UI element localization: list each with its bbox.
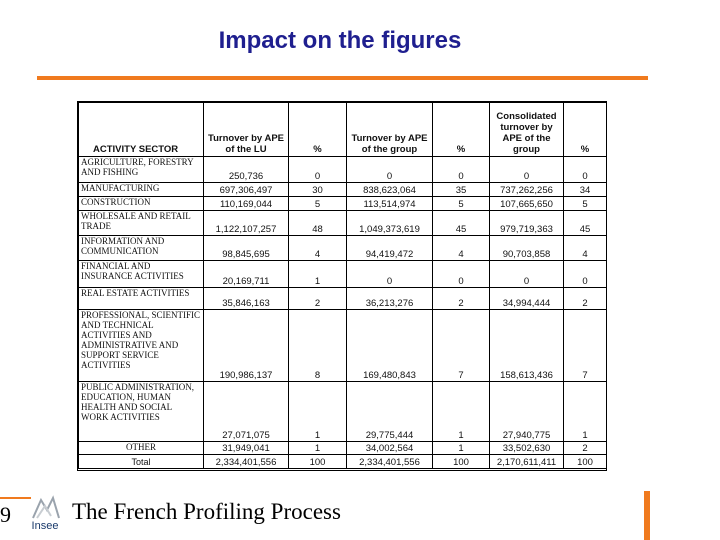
turnover-lu-cell: 697,306,497: [204, 183, 289, 197]
percent-group-cell: 0: [433, 157, 490, 183]
consolidated-turnover-cell: 737,262,256: [490, 183, 564, 197]
percent-consolidated-cell: 4: [564, 236, 607, 261]
header-percent-consolidated: %: [564, 103, 607, 157]
header-activity-sector: ACTIVITY SECTOR: [79, 103, 204, 157]
table-row-total: [79, 455, 607, 469]
sector-cell: WHOLESALE AND RETAIL TRADE: [79, 211, 204, 236]
percent-lu-cell: 5: [289, 197, 347, 211]
percent-group-cell: 45: [433, 211, 490, 236]
turnover-lu-cell: 35,846,163: [204, 288, 289, 310]
percent-consolidated-cell: 1: [564, 382, 607, 442]
header-turnover-group: Turnover by APE of the group: [347, 103, 433, 157]
table-row: [79, 261, 607, 288]
header-turnover-lu: Turnover by APE of the LU: [204, 103, 289, 157]
turnover-group-cell: 0: [347, 261, 433, 288]
percent-group-cell: 35: [433, 183, 490, 197]
turnover-lu-cell: 110,169,044: [204, 197, 289, 211]
percent-consolidated-cell: 100: [564, 455, 607, 469]
sector-cell: PUBLIC ADMINISTRATION, EDUCATION, HUMAN HEALTH AND SOCIAL WORK ACTIVITIES: [79, 382, 204, 442]
consolidated-turnover-cell: 107,665,650: [490, 197, 564, 211]
table-row: [79, 183, 607, 197]
turnover-lu-cell: 250,736: [204, 157, 289, 183]
percent-group-cell: 1: [433, 442, 490, 455]
impact-table-container: [77, 101, 607, 471]
percent-group-cell: 0: [433, 261, 490, 288]
turnover-group-cell: 34,002,564: [347, 442, 433, 455]
table-row: [79, 442, 607, 455]
turnover-group-cell: 36,213,276: [347, 288, 433, 310]
table-header-row: [79, 103, 607, 157]
consolidated-turnover-cell: 90,703,858: [490, 236, 564, 261]
turnover-lu-cell: 190,986,137: [204, 310, 289, 382]
insee-logo: [27, 494, 63, 534]
percent-group-cell: 2: [433, 288, 490, 310]
impact-table: [78, 102, 607, 469]
turnover-group-cell: 169,480,843: [347, 310, 433, 382]
percent-consolidated-cell: 0: [564, 157, 607, 183]
turnover-group-cell: 0: [347, 157, 433, 183]
percent-lu-cell: 100: [289, 455, 347, 469]
percent-lu-cell: 48: [289, 211, 347, 236]
turnover-lu-cell: 31,949,041: [204, 442, 289, 455]
sector-cell: CONSTRUCTION: [79, 197, 204, 211]
logo-text: Insee: [31, 520, 59, 532]
percent-consolidated-cell: 2: [564, 288, 607, 310]
percent-group-cell: 4: [433, 236, 490, 261]
sector-cell: FINANCIAL AND INSURANCE ACTIVITIES: [79, 261, 204, 288]
sector-cell: REAL ESTATE ACTIVITIES: [79, 288, 204, 310]
turnover-group-cell: 2,334,401,556: [347, 455, 433, 469]
sector-cell: PROFESSIONAL, SCIENTIFIC AND TECHNICAL ACTIVITIES AND ADMINISTRATIVE AND SUPPORT SERVICE ACTIVITIES: [79, 310, 204, 382]
table-row: [79, 157, 607, 183]
percent-group-cell: 1: [433, 382, 490, 442]
percent-consolidated-cell: 45: [564, 211, 607, 236]
percent-lu-cell: 8: [289, 310, 347, 382]
percent-consolidated-cell: 5: [564, 197, 607, 211]
turnover-group-cell: 29,775,444: [347, 382, 433, 442]
percent-lu-cell: 4: [289, 236, 347, 261]
percent-consolidated-cell: 2: [564, 442, 607, 455]
consolidated-turnover-cell: 33,502,630: [490, 442, 564, 455]
slide-title: Impact on the figures: [218, 27, 462, 54]
sector-cell: INFORMATION AND COMMUNICATION: [79, 236, 204, 261]
sector-cell: OTHER: [79, 442, 204, 455]
turnover-group-cell: 838,623,064: [347, 183, 433, 197]
insee-logo-icon: [27, 494, 63, 522]
turnover-group-cell: 1,049,373,619: [347, 211, 433, 236]
consolidated-turnover-cell: 0: [490, 261, 564, 288]
turnover-lu-cell: 27,071,075: [204, 382, 289, 442]
table-row: [79, 288, 607, 310]
header-percent-group: %: [433, 103, 490, 157]
consolidated-turnover-cell: 979,719,363: [490, 211, 564, 236]
percent-consolidated-cell: 7: [564, 310, 607, 382]
percent-group-cell: 7: [433, 310, 490, 382]
table-row: [79, 236, 607, 261]
consolidated-turnover-cell: 158,613,436: [490, 310, 564, 382]
header-percent-lu: %: [289, 103, 347, 157]
sector-cell: AGRICULTURE, FORESTRY AND FISHING: [79, 157, 204, 183]
table-row: [79, 197, 607, 211]
sector-cell: MANUFACTURING: [79, 183, 204, 197]
percent-consolidated-cell: 34: [564, 183, 607, 197]
percent-group-cell: 5: [433, 197, 490, 211]
percent-lu-cell: 1: [289, 382, 347, 442]
percent-lu-cell: 1: [289, 442, 347, 455]
percent-lu-cell: 1: [289, 261, 347, 288]
turnover-lu-cell: 20,169,711: [204, 261, 289, 288]
percent-lu-cell: 0: [289, 157, 347, 183]
table-row: [79, 310, 607, 382]
consolidated-turnover-cell: 34,994,444: [490, 288, 564, 310]
footer-accent-bar: [644, 491, 650, 540]
footer-title: The French Profiling Process: [72, 499, 341, 524]
turnover-lu-cell: 98,845,695: [204, 236, 289, 261]
percent-consolidated-cell: 0: [564, 261, 607, 288]
turnover-group-cell: 94,419,472: [347, 236, 433, 261]
page-number: 9: [0, 502, 11, 527]
turnover-lu-cell: 2,334,401,556: [204, 455, 289, 469]
header-consolidated-turnover: Consolidated turnover by APE of the group: [490, 103, 564, 157]
table-row: [79, 211, 607, 236]
table-row: [79, 382, 607, 442]
consolidated-turnover-cell: 2,170,611,411: [490, 455, 564, 469]
consolidated-turnover-cell: 27,940,775: [490, 382, 564, 442]
turnover-lu-cell: 1,122,107,257: [204, 211, 289, 236]
percent-lu-cell: 30: [289, 183, 347, 197]
percent-group-cell: 100: [433, 455, 490, 469]
turnover-group-cell: 113,514,974: [347, 197, 433, 211]
title-underline: [37, 76, 648, 80]
consolidated-turnover-cell: 0: [490, 157, 564, 183]
total-label-cell: Total: [79, 455, 204, 469]
percent-lu-cell: 2: [289, 288, 347, 310]
